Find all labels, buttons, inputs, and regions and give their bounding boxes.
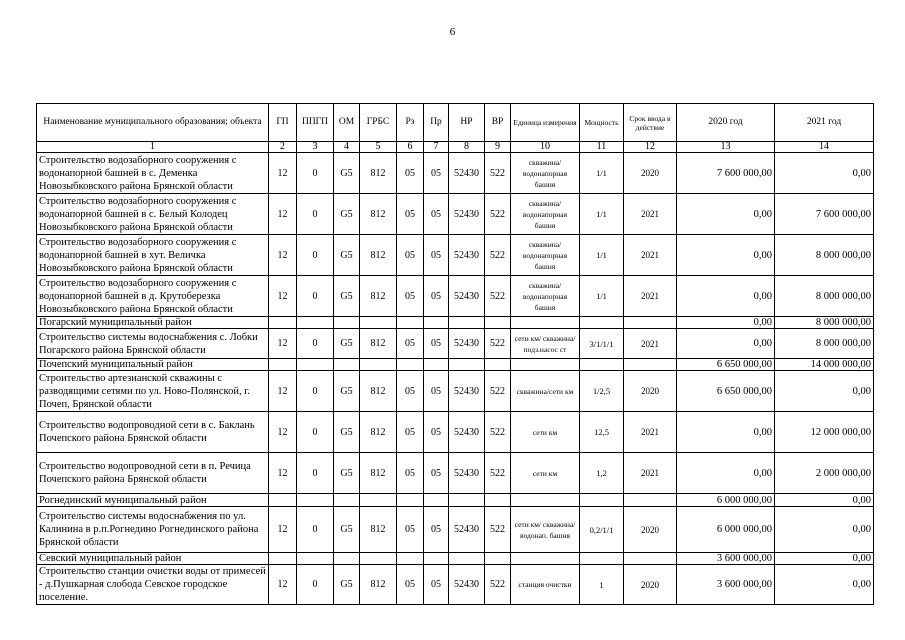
cell-ppgp: 0 xyxy=(297,453,334,494)
empty-cell xyxy=(449,317,485,329)
cell-y2020: 7 600 000,00 xyxy=(677,153,775,194)
table-row xyxy=(37,329,874,359)
table-row xyxy=(37,453,874,494)
cell-grbs: 812 xyxy=(360,235,397,276)
cell-vr: 522 xyxy=(485,412,511,453)
cell-y2020: 6 650 000,00 xyxy=(677,371,775,412)
empty-cell xyxy=(624,317,677,329)
cell-nr: 52430 xyxy=(449,412,485,453)
empty-cell xyxy=(269,553,297,565)
cell-vr: 522 xyxy=(485,329,511,359)
empty-cell xyxy=(511,553,580,565)
cell-om: G5 xyxy=(334,235,360,276)
cell-unit: скважина/ водонапорная башня xyxy=(511,153,580,194)
cell-vr: 522 xyxy=(485,235,511,276)
cell-pr: 05 xyxy=(424,412,449,453)
column-number: 9 xyxy=(485,142,511,153)
header-gp: ГП xyxy=(269,104,297,142)
column-number: 12 xyxy=(624,142,677,153)
cell-nr: 52430 xyxy=(449,507,485,553)
cell-name: Строительство системы водоснабжения по ул. Калинина в р.п.Рогнедино Рогнединского района Брянской области xyxy=(37,507,269,553)
cell-ppgp: 0 xyxy=(297,153,334,194)
district-total-y2020: 0,00 xyxy=(677,317,775,329)
empty-cell xyxy=(424,494,449,507)
cell-ppgp: 0 xyxy=(297,329,334,359)
header-name: Наименование муниципального образования; объекта xyxy=(37,104,269,142)
cell-term: 2021 xyxy=(624,453,677,494)
page-number: 6 xyxy=(449,26,456,38)
cell-y2020: 0,00 xyxy=(677,412,775,453)
empty-cell xyxy=(580,553,624,565)
empty-cell xyxy=(269,317,297,329)
cell-name: Строительство водозаборного сооружения с водонапорной башней в с. Деменка Новозыбковского района Брянской области xyxy=(37,153,269,194)
table-row xyxy=(37,565,874,605)
empty-cell xyxy=(485,494,511,507)
empty-cell xyxy=(624,553,677,565)
cell-unit: сети км/ скважина/ подз.насос ст xyxy=(511,329,580,359)
cell-unit: станция очистки xyxy=(511,565,580,605)
cell-pr: 05 xyxy=(424,371,449,412)
empty-cell xyxy=(485,359,511,371)
table-row xyxy=(37,371,874,412)
table-row xyxy=(37,235,874,276)
district-total-y2021: 0,00 xyxy=(775,494,874,507)
cell-power: 1,2 xyxy=(580,453,624,494)
cell-ppgp: 0 xyxy=(297,412,334,453)
cell-power: 12,5 xyxy=(580,412,624,453)
column-number: 13 xyxy=(677,142,775,153)
column-number: 5 xyxy=(360,142,397,153)
cell-gp: 12 xyxy=(269,453,297,494)
empty-cell xyxy=(511,359,580,371)
table-row xyxy=(37,194,874,235)
cell-om: G5 xyxy=(334,453,360,494)
cell-gp: 12 xyxy=(269,507,297,553)
cell-name: Строительство системы водоснабжения с. Лобки Погарского района Брянской области xyxy=(37,329,269,359)
empty-cell xyxy=(424,317,449,329)
empty-cell xyxy=(397,553,424,565)
empty-cell xyxy=(360,553,397,565)
cell-grbs: 812 xyxy=(360,412,397,453)
cell-gp: 12 xyxy=(269,235,297,276)
header-vr: ВР xyxy=(485,104,511,142)
empty-cell xyxy=(511,494,580,507)
cell-unit: сети км xyxy=(511,412,580,453)
empty-cell xyxy=(297,359,334,371)
cell-term: 2021 xyxy=(624,412,677,453)
empty-cell xyxy=(397,359,424,371)
cell-gp: 12 xyxy=(269,153,297,194)
cell-term: 2021 xyxy=(624,235,677,276)
cell-rz: 05 xyxy=(397,276,424,317)
empty-cell xyxy=(297,553,334,565)
cell-pr: 05 xyxy=(424,329,449,359)
cell-nr: 52430 xyxy=(449,329,485,359)
empty-cell xyxy=(624,359,677,371)
cell-gp: 12 xyxy=(269,194,297,235)
cell-ppgp: 0 xyxy=(297,371,334,412)
district-row xyxy=(37,553,874,565)
cell-ppgp: 0 xyxy=(297,565,334,605)
cell-om: G5 xyxy=(334,412,360,453)
cell-y2020: 6 000 000,00 xyxy=(677,507,775,553)
cell-gp: 12 xyxy=(269,371,297,412)
cell-om: G5 xyxy=(334,565,360,605)
cell-nr: 52430 xyxy=(449,565,485,605)
empty-cell xyxy=(360,359,397,371)
cell-y2020: 0,00 xyxy=(677,329,775,359)
empty-cell xyxy=(360,317,397,329)
header-ppgp: ППГП xyxy=(297,104,334,142)
cell-unit: скважина/сети км xyxy=(511,371,580,412)
cell-om: G5 xyxy=(334,153,360,194)
empty-cell xyxy=(485,553,511,565)
cell-grbs: 812 xyxy=(360,329,397,359)
empty-cell xyxy=(624,494,677,507)
empty-cell xyxy=(334,359,360,371)
cell-unit: скважина/ водонапорная башня xyxy=(511,276,580,317)
cell-gp: 12 xyxy=(269,412,297,453)
cell-y2021: 8 000 000,00 xyxy=(775,329,874,359)
district-total-y2020: 6 000 000,00 xyxy=(677,494,775,507)
empty-cell xyxy=(449,553,485,565)
header-grbs: ГРБС xyxy=(360,104,397,142)
district-row xyxy=(37,494,874,507)
cell-y2021: 0,00 xyxy=(775,565,874,605)
cell-term: 2020 xyxy=(624,565,677,605)
cell-y2020: 0,00 xyxy=(677,194,775,235)
cell-om: G5 xyxy=(334,507,360,553)
cell-grbs: 812 xyxy=(360,194,397,235)
column-number: 3 xyxy=(297,142,334,153)
cell-power: 1/2,5 xyxy=(580,371,624,412)
district-name: Почепский муниципальный район xyxy=(37,359,269,371)
empty-cell xyxy=(397,317,424,329)
cell-y2020: 3 600 000,00 xyxy=(677,565,775,605)
cell-pr: 05 xyxy=(424,194,449,235)
cell-power: 1/1 xyxy=(580,194,624,235)
cell-ppgp: 0 xyxy=(297,276,334,317)
cell-y2021: 8 000 000,00 xyxy=(775,235,874,276)
header-term: Срок ввода в действие xyxy=(624,104,677,142)
header-rz: Рз xyxy=(397,104,424,142)
cell-vr: 522 xyxy=(485,453,511,494)
cell-rz: 05 xyxy=(397,329,424,359)
cell-rz: 05 xyxy=(397,194,424,235)
cell-term: 2021 xyxy=(624,194,677,235)
header-power: Мощность xyxy=(580,104,624,142)
column-number: 1 xyxy=(37,142,269,153)
cell-nr: 52430 xyxy=(449,153,485,194)
empty-cell xyxy=(580,494,624,507)
cell-rz: 05 xyxy=(397,565,424,605)
cell-y2021: 7 600 000,00 xyxy=(775,194,874,235)
cell-gp: 12 xyxy=(269,329,297,359)
cell-name: Строительство водозаборного сооружения с водонапорной башней в с. Белый Колодец Новозыбковского района Брянской области xyxy=(37,194,269,235)
table-row xyxy=(37,153,874,194)
cell-vr: 522 xyxy=(485,153,511,194)
cell-grbs: 812 xyxy=(360,453,397,494)
cell-power: 1 xyxy=(580,565,624,605)
district-row xyxy=(37,359,874,371)
cell-grbs: 812 xyxy=(360,276,397,317)
cell-grbs: 812 xyxy=(360,371,397,412)
column-number: 10 xyxy=(511,142,580,153)
cell-unit: сети км/ скважина/ водонап. башня xyxy=(511,507,580,553)
cell-y2021: 0,00 xyxy=(775,507,874,553)
cell-grbs: 812 xyxy=(360,507,397,553)
cell-power: 1/1 xyxy=(580,235,624,276)
cell-gp: 12 xyxy=(269,565,297,605)
cell-y2021: 8 000 000,00 xyxy=(775,276,874,317)
empty-cell xyxy=(334,553,360,565)
cell-y2021: 0,00 xyxy=(775,153,874,194)
empty-cell xyxy=(334,317,360,329)
cell-rz: 05 xyxy=(397,507,424,553)
cell-grbs: 812 xyxy=(360,153,397,194)
cell-nr: 52430 xyxy=(449,453,485,494)
column-number: 11 xyxy=(580,142,624,153)
cell-power: 1/1 xyxy=(580,153,624,194)
cell-pr: 05 xyxy=(424,276,449,317)
header-row xyxy=(37,104,874,142)
empty-cell xyxy=(397,494,424,507)
cell-pr: 05 xyxy=(424,235,449,276)
district-total-y2021: 0,00 xyxy=(775,553,874,565)
column-number: 6 xyxy=(397,142,424,153)
cell-nr: 52430 xyxy=(449,235,485,276)
cell-term: 2020 xyxy=(624,507,677,553)
table-row xyxy=(37,276,874,317)
cell-ppgp: 0 xyxy=(297,507,334,553)
district-name: Рогнединский муниципальный район xyxy=(37,494,269,507)
cell-gp: 12 xyxy=(269,276,297,317)
cell-rz: 05 xyxy=(397,453,424,494)
empty-cell xyxy=(485,317,511,329)
cell-om: G5 xyxy=(334,371,360,412)
cell-y2020: 0,00 xyxy=(677,276,775,317)
cell-ppgp: 0 xyxy=(297,235,334,276)
table-row xyxy=(37,507,874,553)
cell-term: 2020 xyxy=(624,153,677,194)
empty-cell xyxy=(424,553,449,565)
district-total-y2020: 3 600 000,00 xyxy=(677,553,775,565)
cell-vr: 522 xyxy=(485,276,511,317)
district-total-y2020: 6 650 000,00 xyxy=(677,359,775,371)
cell-name: Строительство водозаборного сооружения с водонапорной башней в д. Крутоберезка Новозыбковского района Брянской области xyxy=(37,276,269,317)
cell-ppgp: 0 xyxy=(297,194,334,235)
district-total-y2021: 8 000 000,00 xyxy=(775,317,874,329)
column-number: 4 xyxy=(334,142,360,153)
cell-term: 2021 xyxy=(624,276,677,317)
column-number: 8 xyxy=(449,142,485,153)
header-nr: НР xyxy=(449,104,485,142)
cell-nr: 52430 xyxy=(449,276,485,317)
cell-power: 1/1 xyxy=(580,276,624,317)
cell-rz: 05 xyxy=(397,371,424,412)
cell-unit: скважина/ водонапорная башня xyxy=(511,194,580,235)
cell-y2021: 0,00 xyxy=(775,371,874,412)
empty-cell xyxy=(360,494,397,507)
cell-vr: 522 xyxy=(485,194,511,235)
cell-pr: 05 xyxy=(424,565,449,605)
district-name: Севский муниципальный район xyxy=(37,553,269,565)
cell-grbs: 812 xyxy=(360,565,397,605)
cell-vr: 522 xyxy=(485,507,511,553)
cell-rz: 05 xyxy=(397,235,424,276)
cell-y2020: 0,00 xyxy=(677,453,775,494)
cell-name: Строительство водопроводной сети в с. Баклань Почепского района Брянской области xyxy=(37,412,269,453)
cell-y2020: 0,00 xyxy=(677,235,775,276)
district-total-y2021: 14 000 000,00 xyxy=(775,359,874,371)
header-unit: Единица измерения xyxy=(511,104,580,142)
cell-term: 2021 xyxy=(624,329,677,359)
cell-power: 0,2/1/1 xyxy=(580,507,624,553)
cell-om: G5 xyxy=(334,329,360,359)
cell-unit: скважина/ водонапорная башня xyxy=(511,235,580,276)
cell-name: Строительство водозаборного сооружения с водонапорной башней в хут. Величка Новозыбковского района Брянской области xyxy=(37,235,269,276)
empty-cell xyxy=(424,359,449,371)
cell-om: G5 xyxy=(334,276,360,317)
empty-cell xyxy=(449,494,485,507)
cell-vr: 522 xyxy=(485,371,511,412)
cell-rz: 05 xyxy=(397,412,424,453)
cell-y2021: 12 000 000,00 xyxy=(775,412,874,453)
cell-pr: 05 xyxy=(424,453,449,494)
column-number: 7 xyxy=(424,142,449,153)
cell-unit: сети км xyxy=(511,453,580,494)
column-number: 14 xyxy=(775,142,874,153)
cell-om: G5 xyxy=(334,194,360,235)
empty-cell xyxy=(269,359,297,371)
cell-y2021: 2 000 000,00 xyxy=(775,453,874,494)
budget-table xyxy=(36,103,874,605)
cell-term: 2020 xyxy=(624,371,677,412)
cell-nr: 52430 xyxy=(449,194,485,235)
empty-cell xyxy=(297,494,334,507)
cell-nr: 52430 xyxy=(449,371,485,412)
header-pr: Пр xyxy=(424,104,449,142)
empty-cell xyxy=(269,494,297,507)
cell-name: Строительство артезианской скважины с разводящими сетями по ул. Ново-Полянской, г. Почеп, Брянской области xyxy=(37,371,269,412)
cell-rz: 05 xyxy=(397,153,424,194)
cell-name: Строительство водопроводной сети в п. Речица Почепского района Брянской области xyxy=(37,453,269,494)
empty-cell xyxy=(580,359,624,371)
empty-cell xyxy=(580,317,624,329)
column-number: 2 xyxy=(269,142,297,153)
district-row xyxy=(37,317,874,329)
cell-pr: 05 xyxy=(424,153,449,194)
empty-cell xyxy=(297,317,334,329)
table-body xyxy=(37,153,874,605)
header-2021: 2021 год xyxy=(775,104,874,142)
cell-pr: 05 xyxy=(424,507,449,553)
table-row xyxy=(37,412,874,453)
empty-cell xyxy=(449,359,485,371)
header-om: ОМ xyxy=(334,104,360,142)
cell-name: Строительство станции очистки воды от примесей - д.Пушкарная слобода Севское городское поселение. xyxy=(37,565,269,605)
cell-power: 3/1/1/1 xyxy=(580,329,624,359)
empty-cell xyxy=(511,317,580,329)
district-name: Погарский муниципальный район xyxy=(37,317,269,329)
column-number-row xyxy=(37,142,874,153)
cell-vr: 522 xyxy=(485,565,511,605)
empty-cell xyxy=(334,494,360,507)
header-2020: 2020 год xyxy=(677,104,775,142)
